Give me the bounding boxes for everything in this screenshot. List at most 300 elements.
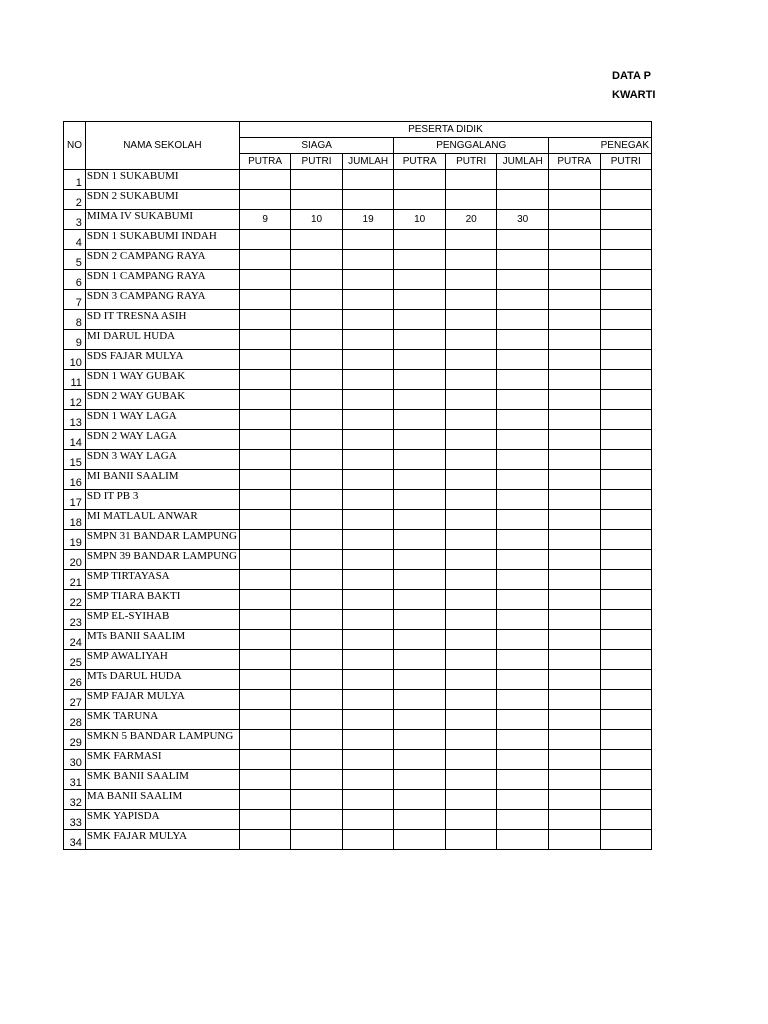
school-name-cell: MTs BANII SAALIM (85, 630, 239, 650)
value-cell (394, 550, 446, 570)
row-number: 20 (64, 550, 86, 570)
value-cell (497, 330, 549, 350)
value-cell (239, 250, 291, 270)
value-cell (342, 410, 394, 430)
value-cell (445, 810, 496, 830)
school-name-cell: SMPN 39 BANDAR LAMPUNG (85, 550, 239, 570)
value-cell (600, 590, 651, 610)
value-cell (600, 190, 651, 210)
value-cell (600, 650, 651, 670)
table-row (64, 590, 652, 610)
header-section-penggalang: PENGGALANG (394, 138, 549, 154)
value-cell (549, 650, 601, 670)
value-cell (549, 210, 601, 230)
school-name-cell: MI MATLAUL ANWAR (85, 510, 239, 530)
value-cell (342, 530, 394, 550)
value-cell (497, 590, 549, 610)
school-name-cell: SDS FAJAR MULYA (85, 350, 239, 370)
row-number: 26 (64, 670, 86, 690)
value-cell (549, 370, 601, 390)
value-cell (600, 310, 651, 330)
value-cell (342, 730, 394, 750)
row-number: 33 (64, 810, 86, 830)
value-cell (342, 830, 394, 850)
table-row (64, 350, 652, 370)
value-cell (394, 690, 446, 710)
value-cell (497, 670, 549, 690)
value-cell (394, 730, 446, 750)
value-cell (291, 190, 342, 210)
row-number: 11 (64, 370, 86, 390)
value-cell (445, 290, 496, 310)
row-number: 9 (64, 330, 86, 350)
value-cell (394, 830, 446, 850)
value-cell (497, 710, 549, 730)
value-cell (497, 390, 549, 410)
table-row (64, 270, 652, 290)
value-cell (239, 650, 291, 670)
value-cell (549, 510, 601, 530)
school-name-cell: SMP AWALIYAH (85, 650, 239, 670)
value-cell (291, 690, 342, 710)
value-cell (394, 590, 446, 610)
school-name-cell: SMP FAJAR MULYA (85, 690, 239, 710)
value-cell (291, 390, 342, 410)
value-cell (394, 750, 446, 770)
value-cell (600, 790, 651, 810)
value-cell (291, 250, 342, 270)
school-name-cell: SMK BANII SAALIM (85, 770, 239, 790)
value-cell (600, 410, 651, 430)
value-cell (600, 750, 651, 770)
value-cell (600, 350, 651, 370)
value-cell (600, 670, 651, 690)
value-cell (291, 670, 342, 690)
value-cell (600, 810, 651, 830)
value-cell (394, 270, 446, 290)
value-cell (600, 470, 651, 490)
value-cell (497, 790, 549, 810)
value-cell (291, 270, 342, 290)
value-cell (291, 350, 342, 370)
value-cell (394, 170, 446, 190)
value-cell: 20 (445, 210, 496, 230)
value-cell (497, 250, 549, 270)
value-cell (497, 810, 549, 830)
school-name-cell: SMK FAJAR MULYA (85, 830, 239, 850)
value-cell (239, 730, 291, 750)
value-cell (239, 470, 291, 490)
value-cell (549, 330, 601, 350)
table-row (64, 730, 652, 750)
value-cell (239, 810, 291, 830)
value-cell (497, 770, 549, 790)
value-cell (497, 470, 549, 490)
value-cell (394, 530, 446, 550)
value-cell (549, 450, 601, 470)
value-cell (497, 170, 549, 190)
value-cell (445, 510, 496, 530)
value-cell (445, 590, 496, 610)
participant-table (63, 121, 652, 850)
value-cell (549, 430, 601, 450)
value-cell (549, 290, 601, 310)
row-number: 18 (64, 510, 86, 530)
value-cell (445, 750, 496, 770)
value-cell (394, 470, 446, 490)
value-cell (239, 270, 291, 290)
value-cell (394, 250, 446, 270)
subheader-putri: PUTRI (600, 154, 651, 170)
value-cell (394, 370, 446, 390)
value-cell (239, 550, 291, 570)
table-row (64, 690, 652, 710)
value-cell (600, 510, 651, 530)
value-cell (239, 690, 291, 710)
row-number: 5 (64, 250, 86, 270)
value-cell (497, 430, 549, 450)
school-name-cell: SMP EL-SYIHAB (85, 610, 239, 630)
value-cell: 9 (239, 210, 291, 230)
value-cell (291, 230, 342, 250)
value-cell (445, 610, 496, 630)
school-name-cell: SDN 1 WAY GUBAK (85, 370, 239, 390)
table-row (64, 310, 652, 330)
table-row (64, 430, 652, 450)
value-cell (497, 290, 549, 310)
school-name-cell: MI DARUL HUDA (85, 330, 239, 350)
subheader-putri: PUTRI (445, 154, 496, 170)
value-cell (600, 450, 651, 470)
row-number: 32 (64, 790, 86, 810)
school-name-cell: SDN 1 SUKABUMI (85, 170, 239, 190)
value-cell (239, 370, 291, 390)
value-cell (291, 410, 342, 430)
value-cell (342, 590, 394, 610)
row-number: 27 (64, 690, 86, 710)
school-name-cell: SMK YAPISDA (85, 810, 239, 830)
subheader-putra: PUTRA (394, 154, 446, 170)
value-cell (342, 370, 394, 390)
value-cell (394, 770, 446, 790)
value-cell (497, 550, 549, 570)
value-cell (445, 550, 496, 570)
table-row (64, 390, 652, 410)
value-cell (239, 670, 291, 690)
value-cell (342, 450, 394, 470)
value-cell (549, 570, 601, 590)
value-cell (549, 170, 601, 190)
value-cell (549, 630, 601, 650)
value-cell (291, 170, 342, 190)
school-name-cell: SDN 3 WAY LAGA (85, 450, 239, 470)
value-cell (342, 790, 394, 810)
table-row (64, 630, 652, 650)
value-cell (600, 390, 651, 410)
value-cell (394, 410, 446, 430)
table-row (64, 750, 652, 770)
document-title-line-1: DATA P (612, 70, 651, 82)
value-cell (445, 270, 496, 290)
value-cell (239, 790, 291, 810)
table-row (64, 410, 652, 430)
value-cell (239, 230, 291, 250)
table-row (64, 670, 652, 690)
header-peserta-didik: PESERTA DIDIK (239, 122, 651, 138)
value-cell (600, 290, 651, 310)
value-cell (549, 530, 601, 550)
value-cell (549, 790, 601, 810)
subheader-putra: PUTRA (549, 154, 601, 170)
value-cell (549, 310, 601, 330)
value-cell (239, 510, 291, 530)
row-number: 19 (64, 530, 86, 550)
row-number: 12 (64, 390, 86, 410)
value-cell (239, 830, 291, 850)
row-number: 13 (64, 410, 86, 430)
value-cell (291, 770, 342, 790)
value-cell (342, 190, 394, 210)
school-name-cell: MTs DARUL HUDA (85, 670, 239, 690)
value-cell (394, 710, 446, 730)
value-cell (549, 770, 601, 790)
value-cell (291, 650, 342, 670)
table-row (64, 510, 652, 530)
value-cell (445, 650, 496, 670)
value-cell (291, 430, 342, 450)
value-cell (497, 730, 549, 750)
value-cell (445, 530, 496, 550)
value-cell (497, 650, 549, 670)
value-cell (600, 730, 651, 750)
header-nama-sekolah: NAMA SEKOLAH (85, 122, 239, 170)
table-row (64, 790, 652, 810)
row-number: 22 (64, 590, 86, 610)
row-number: 2 (64, 190, 86, 210)
value-cell (600, 610, 651, 630)
table-row (64, 570, 652, 590)
row-number: 17 (64, 490, 86, 510)
value-cell (342, 510, 394, 530)
table-row (64, 770, 652, 790)
row-number: 14 (64, 430, 86, 450)
value-cell (394, 670, 446, 690)
value-cell (600, 270, 651, 290)
value-cell (600, 550, 651, 570)
row-number: 34 (64, 830, 86, 850)
value-cell (445, 370, 496, 390)
value-cell (342, 470, 394, 490)
table-row (64, 530, 652, 550)
value-cell (497, 310, 549, 330)
table-row (64, 210, 652, 230)
value-cell (600, 490, 651, 510)
value-cell (549, 350, 601, 370)
value-cell (549, 390, 601, 410)
value-cell (239, 590, 291, 610)
value-cell (497, 350, 549, 370)
row-number: 24 (64, 630, 86, 650)
table-row (64, 230, 652, 250)
school-name-cell: SMP TIRTAYASA (85, 570, 239, 590)
value-cell (239, 310, 291, 330)
value-cell (445, 170, 496, 190)
school-name-cell: SMK FARMASI (85, 750, 239, 770)
value-cell (445, 570, 496, 590)
value-cell (445, 450, 496, 470)
value-cell (445, 690, 496, 710)
value-cell (291, 810, 342, 830)
value-cell (239, 610, 291, 630)
value-cell (394, 610, 446, 630)
value-cell (342, 630, 394, 650)
value-cell (549, 230, 601, 250)
table-row (64, 490, 652, 510)
value-cell (497, 410, 549, 430)
school-name-cell: SD IT TRESNA ASIH (85, 310, 239, 330)
school-name-cell: SD IT PB 3 (85, 490, 239, 510)
value-cell (497, 370, 549, 390)
value-cell (549, 750, 601, 770)
table-row (64, 290, 652, 310)
subheader-jumlah: JUMLAH (497, 154, 549, 170)
value-cell (342, 650, 394, 670)
value-cell: 10 (394, 210, 446, 230)
value-cell (291, 510, 342, 530)
value-cell (600, 570, 651, 590)
value-cell (600, 530, 651, 550)
school-name-cell: SMK TARUNA (85, 710, 239, 730)
value-cell (394, 290, 446, 310)
table-row (64, 170, 652, 190)
value-cell (291, 550, 342, 570)
value-cell (342, 250, 394, 270)
value-cell (445, 490, 496, 510)
value-cell (291, 310, 342, 330)
header-section-penegak: PENEGAK (549, 138, 652, 154)
value-cell (600, 210, 651, 230)
value-cell (239, 170, 291, 190)
value-cell (497, 570, 549, 590)
value-cell (445, 430, 496, 450)
value-cell (342, 570, 394, 590)
value-cell (291, 330, 342, 350)
value-cell (291, 830, 342, 850)
table-row (64, 330, 652, 350)
value-cell (394, 790, 446, 810)
value-cell (549, 470, 601, 490)
value-cell (445, 470, 496, 490)
school-name-cell: MI BANII SAALIM (85, 470, 239, 490)
value-cell (342, 690, 394, 710)
value-cell (445, 710, 496, 730)
value-cell (291, 530, 342, 550)
value-cell (342, 270, 394, 290)
value-cell (497, 630, 549, 650)
value-cell (394, 230, 446, 250)
table-row (64, 450, 652, 470)
value-cell (497, 450, 549, 470)
school-name-cell: SDN 2 WAY LAGA (85, 430, 239, 450)
value-cell (291, 630, 342, 650)
value-cell (342, 350, 394, 370)
value-cell (445, 770, 496, 790)
value-cell (394, 510, 446, 530)
value-cell (445, 310, 496, 330)
school-name-cell: SDN 2 CAMPANG RAYA (85, 250, 239, 270)
value-cell (497, 510, 549, 530)
value-cell (394, 450, 446, 470)
value-cell (497, 610, 549, 630)
value-cell (600, 330, 651, 350)
value-cell (291, 290, 342, 310)
value-cell (291, 490, 342, 510)
table-row (64, 830, 652, 850)
value-cell (342, 290, 394, 310)
school-name-cell: SMP TIARA BAKTI (85, 590, 239, 610)
value-cell (239, 710, 291, 730)
value-cell (394, 490, 446, 510)
subheader-putri: PUTRI (291, 154, 342, 170)
value-cell (497, 490, 549, 510)
value-cell (497, 830, 549, 850)
value-cell (445, 330, 496, 350)
row-number: 29 (64, 730, 86, 750)
value-cell (239, 490, 291, 510)
value-cell (239, 530, 291, 550)
value-cell (549, 410, 601, 430)
value-cell (445, 790, 496, 810)
table-row (64, 550, 652, 570)
school-name-cell: SMKN 5 BANDAR LAMPUNG (85, 730, 239, 750)
value-cell (291, 590, 342, 610)
header-no: NO (64, 122, 86, 170)
value-cell (239, 450, 291, 470)
value-cell (239, 330, 291, 350)
value-cell (342, 750, 394, 770)
value-cell (394, 810, 446, 830)
value-cell (445, 230, 496, 250)
school-name-cell: SDN 2 SUKABUMI (85, 190, 239, 210)
value-cell (291, 610, 342, 630)
row-number: 7 (64, 290, 86, 310)
row-number: 4 (64, 230, 86, 250)
value-cell (549, 810, 601, 830)
table-row (64, 810, 652, 830)
value-cell (239, 630, 291, 650)
row-number: 3 (64, 210, 86, 230)
school-name-cell: SDN 2 WAY GUBAK (85, 390, 239, 410)
value-cell (394, 430, 446, 450)
value-cell (549, 610, 601, 630)
value-cell (291, 730, 342, 750)
value-cell (342, 390, 394, 410)
value-cell (600, 770, 651, 790)
value-cell (394, 190, 446, 210)
value-cell (291, 710, 342, 730)
header-section-siaga: SIAGA (239, 138, 394, 154)
value-cell (291, 450, 342, 470)
school-name-cell: MA BANII SAALIM (85, 790, 239, 810)
value-cell (549, 830, 601, 850)
value-cell (445, 390, 496, 410)
value-cell (342, 710, 394, 730)
value-cell (342, 330, 394, 350)
value-cell (445, 410, 496, 430)
row-number: 28 (64, 710, 86, 730)
value-cell (239, 750, 291, 770)
row-number: 1 (64, 170, 86, 190)
